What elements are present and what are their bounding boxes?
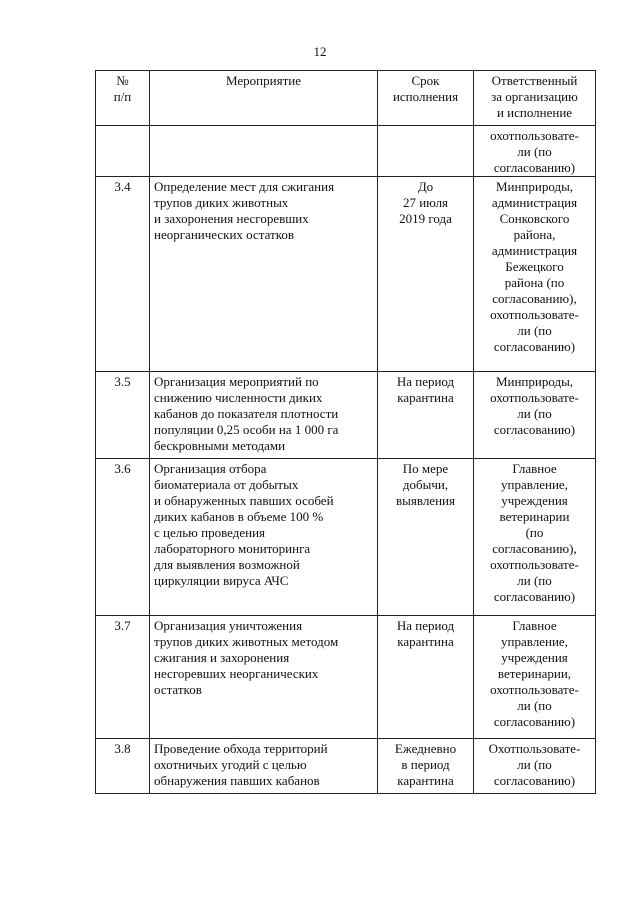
table-row [96,616,596,739]
page-number: 12 [313,44,327,59]
row-responsible: охотпользовате- ли (по согласованию) [474,126,596,177]
table-row [96,177,596,372]
row-responsible: Главное управление, учреждения ветеринарии (по согласованию), охотпользовате- ли (по согласованию) [474,459,596,616]
row-responsible: Охотпользовате- ли (по согласованию) [474,739,596,794]
row-number: 3.8 [96,739,150,794]
row-term: На период карантина [378,372,474,459]
table-row [96,126,596,177]
row-number: 3.5 [96,372,150,459]
row-event [150,126,378,177]
header-event: Мероприятие [150,71,378,126]
row-responsible: Минприроды, администрация Сонковского района, администрация Бежецкого района (по согласованию), охотпользовате- ли (по согласованию) [474,177,596,372]
row-term [378,126,474,177]
activities-table [95,70,596,794]
row-event: Определение мест для сжигания трупов диких животных и захоронения несгоревших неорганических остатков [150,177,378,372]
table-row [96,459,596,616]
header-term: Срок исполнения [378,71,474,126]
table-row [96,739,596,794]
row-number: 3.7 [96,616,150,739]
row-term: До 27 июля 2019 года [378,177,474,372]
row-event: Организация уничтожения трупов диких животных методом сжигания и захоронения несгоревших неорганических остатков [150,616,378,739]
row-term: По мере добычи, выявления [378,459,474,616]
row-event: Организация отбора биоматериала от добытых и обнаруженных павших особей диких кабанов в объеме 100 % с целью проведения лабораторного мониторинга для выявления возможной циркуляции вируса АЧС [150,459,378,616]
row-term: Ежедневно в период карантина [378,739,474,794]
row-number [96,126,150,177]
row-number: 3.4 [96,177,150,372]
row-term: На период карантина [378,616,474,739]
row-event: Организация мероприятий по снижению численности диких кабанов до показателя плотности популяции 0,25 особи на 1 000 га бескровными методами [150,372,378,459]
row-number: 3.6 [96,459,150,616]
table-row [96,372,596,459]
row-responsible: Минприроды, охотпользовате- ли (по согласованию) [474,372,596,459]
row-event: Проведение обхода территорий охотничьих угодий с целью обнаружения павших кабанов [150,739,378,794]
header-number: № п/п [96,71,150,126]
row-responsible: Главное управление, учреждения ветеринарии, охотпользовате- ли (по согласованию) [474,616,596,739]
header-responsible: Ответственный за организацию и исполнение [474,71,596,126]
table-header-row [96,71,596,126]
